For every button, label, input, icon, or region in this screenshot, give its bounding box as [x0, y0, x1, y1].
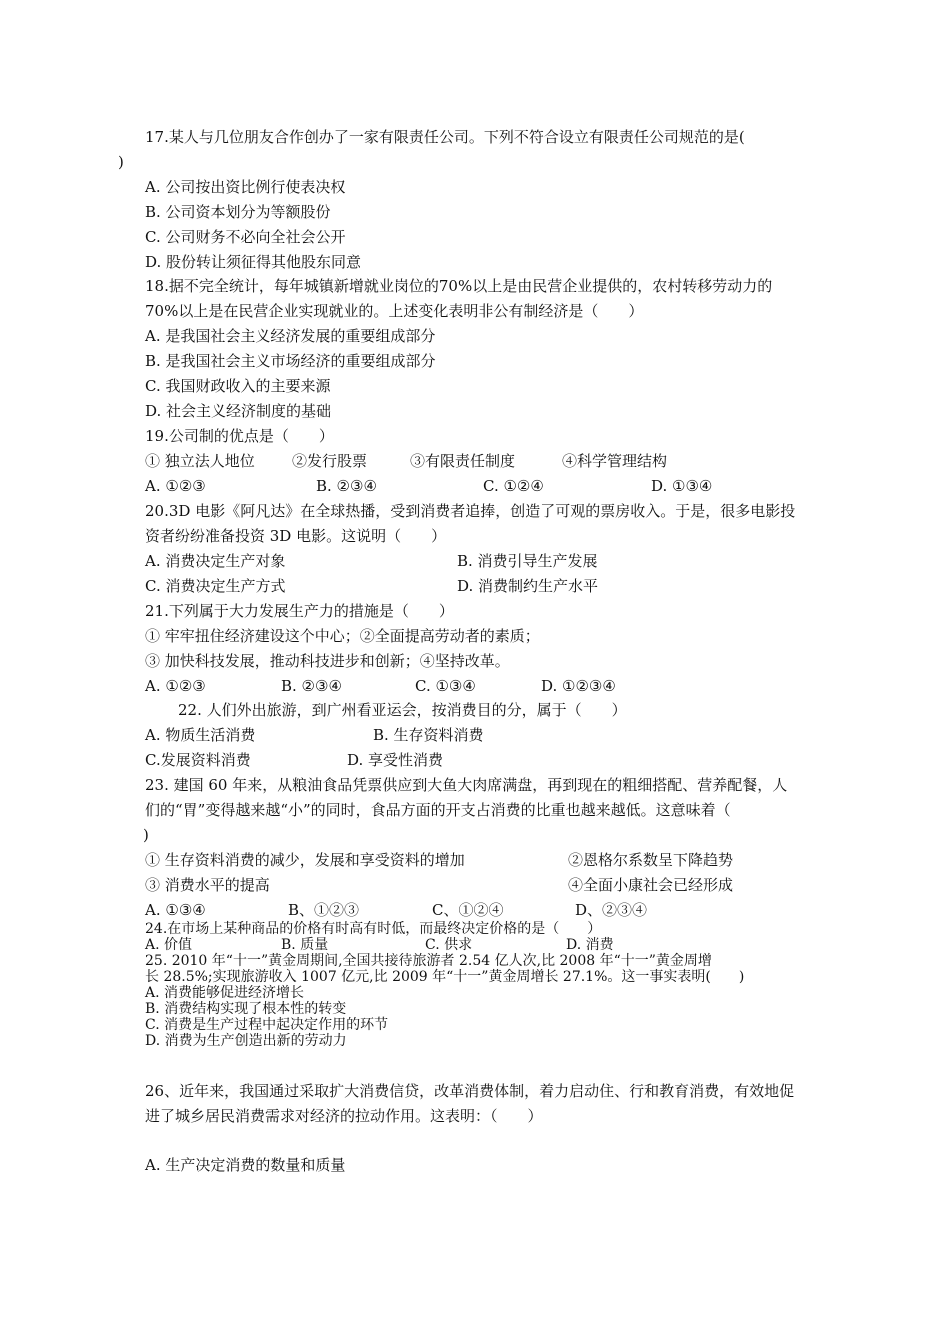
q20-option-b: B. 消费引导生产发展	[457, 552, 598, 570]
q19-option-c: C. ①②④	[483, 477, 544, 495]
q22-stem: 22. 人们外出旅游，到广州看亚运会，按消费目的分，属于（ ）	[178, 701, 627, 719]
q18-option-b: B. 是我国社会主义市场经济的重要组成部分	[145, 352, 436, 370]
q17-stem-cont: )	[118, 153, 124, 171]
q19-item-2: ②发行股票	[292, 452, 368, 470]
q20-stem: 20.3D 电影《阿凡达》在全球热播，受到消费者追捧，创造了可观的票房收入。于是，很多电影投	[145, 502, 796, 520]
q17-option-a: A. 公司按出资比例行使表决权	[145, 178, 346, 196]
q18-option-a: A. 是我国社会主义经济发展的重要组成部分	[145, 327, 436, 345]
q18-option-d: D. 社会主义经济制度的基础	[145, 402, 332, 420]
q23-option-d: D、②③④	[575, 901, 648, 919]
q26-stem-cont: 进了城乡居民消费需求对经济的拉动作用。这表明：（ ）	[145, 1107, 543, 1125]
q26-stem: 26、近年来，我国通过采取扩大消费信贷，改革消费体制，着力启动住、行和教育消费，有效地促	[145, 1082, 795, 1100]
q25-option-c: C. 消费是生产过程中起决定作用的环节	[145, 1017, 389, 1033]
q19-option-b: B. ②③④	[316, 477, 377, 495]
q20-option-a: A. 消费决定生产对象	[145, 552, 286, 570]
q25-stem: 25. 2010 年“十一”黄金周期间,全国共接待旅游者 2.54 亿人次,比 2008 年“十一”黄金周增	[145, 953, 712, 969]
q17-option-c: C. 公司财务不必向全社会公开	[145, 228, 346, 246]
q17-stem: 17.某人与几位朋友合作创办了一家有限责任公司。下列不符合设立有限责任公司规范的是(	[145, 128, 745, 146]
q21-option-c: C. ①③④	[415, 677, 476, 695]
q25-stem-cont: 长 28.5%;实现旅游收入 1007 亿元,比 2009 年“十一”黄金周增长 27.1%。这一事实表明( )	[145, 969, 745, 985]
q23-item-1: ① 生存资料消费的减少，发展和享受资料的增加	[145, 851, 465, 869]
q19-item-4: ④科学管理结构	[562, 452, 668, 470]
q19-option-d: D. ①③④	[651, 477, 713, 495]
q22-option-d: D. 享受性消费	[347, 751, 444, 769]
q23-stem-cont: 们的“胃”变得越来越“小”的同时，食品方面的开支占消费的比重也越来越低。这意味着（	[145, 801, 731, 819]
q21-option-d: D. ①②③④	[541, 677, 616, 695]
q20-stem-cont: 资者纷纷准备投资 3D 电影。这说明（ ）	[145, 527, 447, 545]
q19-stem: 19.公司制的优点是（ ）	[145, 427, 334, 445]
q23-item-2: ②恩格尔系数呈下降趋势	[568, 851, 734, 869]
q20-option-d: D. 消费制约生产水平	[457, 577, 599, 595]
q25-option-d: D. 消费为生产创造出新的劳动力	[145, 1033, 347, 1049]
q21-option-a: A. ①②③	[145, 677, 206, 695]
q23-option-b: B、①②③	[288, 901, 360, 919]
q23-option-a: A. ①③④	[145, 901, 206, 919]
q23-item-4: ④全面小康社会已经形成	[568, 876, 734, 894]
q22-option-c: C.发展资料消费	[145, 751, 251, 769]
q18-stem-cont: 70%以上是在民营企业实现就业的。上述变化表明非公有制经济是（ ）	[145, 302, 644, 320]
q20-option-c: C. 消费决定生产方式	[145, 577, 286, 595]
q17-option-b: B. 公司资本划分为等额股份	[145, 203, 331, 221]
q23-stem-end: )	[143, 826, 149, 844]
q19-option-a: A. ①②③	[145, 477, 206, 495]
q22-option-a: A. 物质生活消费	[145, 726, 256, 744]
q19-item-3: ③有限责任制度	[410, 452, 516, 470]
q24-option-d: D. 消费	[566, 937, 614, 953]
q23-stem: 23. 建国 60 年来，从粮油食品凭票供应到大鱼大肉席满盘，再到现在的粗细搭配、营养配餐，人	[145, 776, 788, 794]
q18-option-c: C. 我国财政收入的主要来源	[145, 377, 331, 395]
q23-item-3: ③ 消费水平的提高	[145, 876, 270, 894]
q24-option-b: B. 质量	[281, 937, 329, 953]
q21-stem: 21.下列属于大力发展生产力的措施是（ ）	[145, 602, 454, 620]
q21-option-b: B. ②③④	[281, 677, 342, 695]
q24-stem: 24.在市场上某种商品的价格有时高有时低，而最终决定价格的是（ ）	[145, 921, 602, 937]
q26-option-a: A. 生产决定消费的数量和质量	[145, 1156, 346, 1174]
q21-item-line-2: ③ 加快科技发展，推动科技进步和创新；④坚持改革。	[145, 652, 510, 670]
q23-option-c: C、①②④	[432, 901, 504, 919]
q21-item-line-1: ① 牢牢扭住经济建设这个中心；②全面提高劳动者的素质；	[145, 627, 540, 645]
q19-item-1: ① 独立法人地位	[145, 452, 255, 470]
q22-option-b: B. 生存资料消费	[373, 726, 484, 744]
q24-option-c: C. 供求	[425, 937, 473, 953]
q24-option-a: A. 价值	[145, 937, 193, 953]
q25-option-a: A. 消费能够促进经济增长	[145, 985, 305, 1001]
q18-stem: 18.据不完全统计，每年城镇新增就业岗位的70%以上是由民营企业提供的，农村转移劳动力的	[145, 277, 773, 295]
q25-option-b: B. 消费结构实现了根本性的转变	[145, 1001, 347, 1017]
q17-option-d: D. 股份转让须征得其他股东同意	[145, 253, 362, 271]
